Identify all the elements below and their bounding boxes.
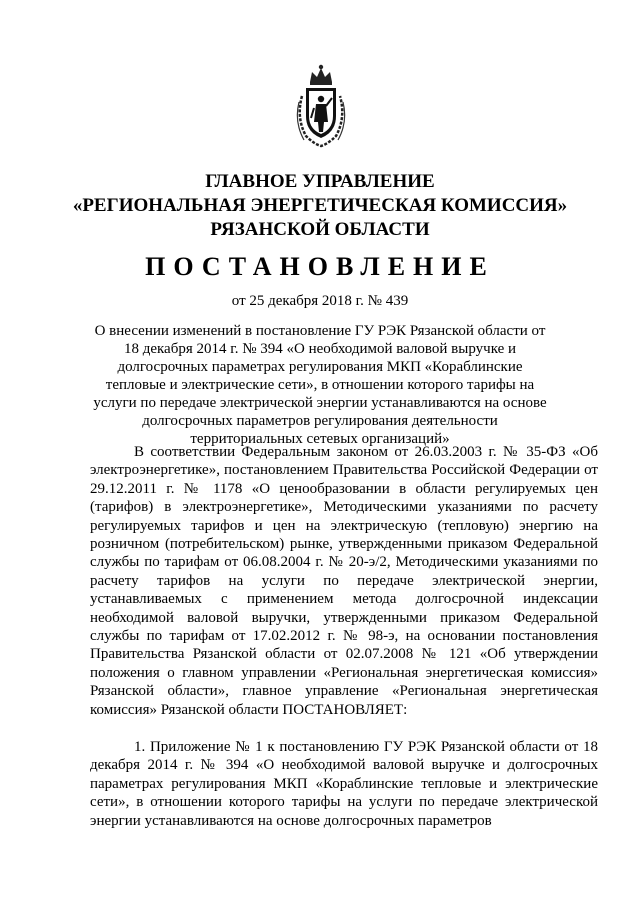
coat-of-arms-icon (292, 62, 350, 148)
authority-name-line1: ГЛАВНОЕ УПРАВЛЕНИЕ (205, 171, 435, 192)
document-title: ПОСТАНОВЛЕНИЕ (145, 252, 495, 281)
authority-name-line2: «РЕГИОНАЛЬНАЯ ЭНЕРГЕТИЧЕСКАЯ КОМИССИЯ» (72, 195, 568, 216)
body-paragraph-item-1: 1. Приложение № 1 к постановлению ГУ РЭК Рязанской области от 18 декабря 2014 г. № 394 «О необходимой валовой выручке и долгосрочных параметрах регулирования МКП «Кораблинские тепловые и электрические сети», в отношении которого тарифы на услуги по передаче электрической энергии устанавливаются на основе долгосрочных параметров (90, 739, 598, 829)
authority-name-line3: РЯЗАНСКОЙ ОБЛАСТИ (210, 219, 430, 240)
decree-date-number: от 25 декабря 2018 г. № 439 (231, 293, 409, 309)
body-paragraph-preamble: В соответствии Федеральным законом от 26.03.2003 г. № 35-ФЗ «Об электроэнергетике», постановлением Правительства Российской Федерации от 29.12.2011 г. № 1178 «О ценообразовании в области регулируемых цен (тарифов) в электроэнергетике», Методическими указаниями по расчету регулируемых тарифов и цен на электрическую (тепловую) энергию на розничном (потребительском) рынке, утвержденными приказом Федеральной службы по тарифам от 06.08.2004 г. № 20-э/2, Методическими указаниями по расчету тарифов на услуги по передаче электрической энергии, устанавливаемых с применением метода долгосрочной индексации необходимой валовой выручки, утвержденными приказом Федеральной службы по тарифам от 17.02.2012 г. № 98-э, на основании постановления Правительства Рязанской области от 02.07.2008 № 121 «Об утверждении положения о главном управлении «Региональная энергетическая комиссия» Рязанской области», главное управление «Региональная энергетическая комиссия» Рязанской области ПОСТАНОВЛЯЕТ: (90, 444, 598, 718)
decree-subject: О внесении изменений в постановление ГУ РЭК Рязанской области от 18 декабря 2014 г. № 394 «О необходимой валовой выручке и долгосрочных параметрах регулирования МКП «Кораблинские тепловые и электрические сети», в отношении которого тарифы на услуги по передаче электрической энергии устанавливаются на основе долгосрочных параметров регулирования деятельности территориальных сетевых организаций» (93, 323, 547, 447)
